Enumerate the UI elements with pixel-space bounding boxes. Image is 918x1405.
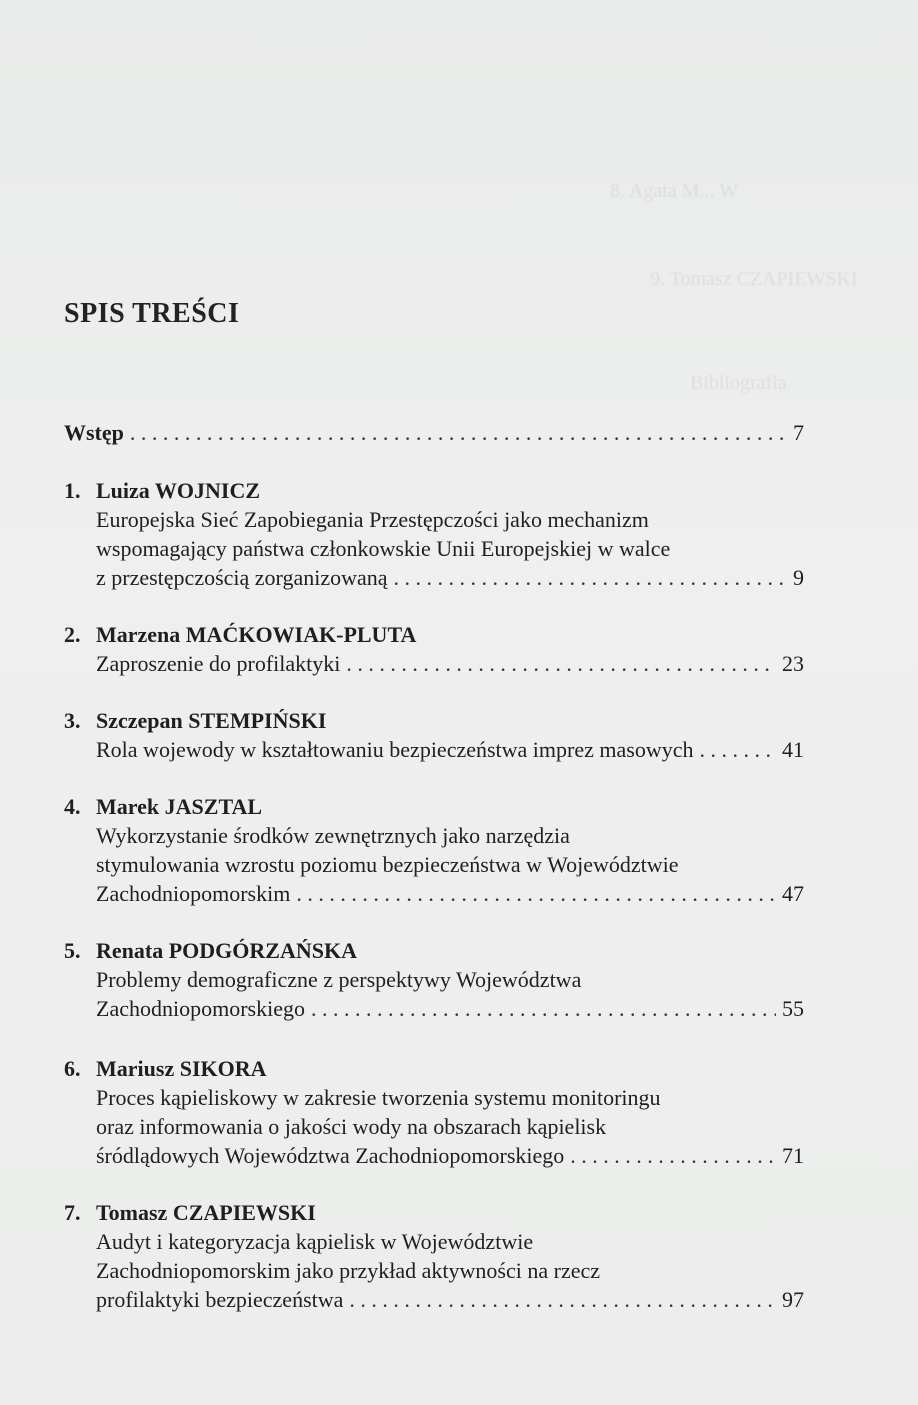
- dot-leader: [311, 994, 776, 1023]
- entry-number: 6.: [64, 1056, 81, 1081]
- toc-entry: [64, 706, 804, 764]
- toc-entry: [64, 620, 804, 678]
- entry-title-line: stymulowania wzrostu poziomu bezpieczeństwa w Województwie: [96, 852, 679, 877]
- toc-entry: [64, 476, 804, 592]
- toc-entry: [64, 1054, 804, 1170]
- entry-author: [64, 1198, 804, 1227]
- entry-author: [64, 1054, 804, 1083]
- dot-leader: [699, 735, 776, 764]
- author-first-name: Luiza: [96, 478, 150, 503]
- dot-leader: [296, 879, 776, 908]
- entry-title-last-line: Zaproszenie do profilaktyki: [96, 651, 341, 676]
- dot-leader: [130, 418, 787, 447]
- toc-entry: [64, 936, 804, 1023]
- entry-title-last-line: Zachodniopomorskiego: [96, 996, 305, 1021]
- toc-entry: [64, 792, 804, 908]
- entry-title-line: Audyt i kategoryzacja kąpielisk w Województwie: [96, 1229, 534, 1254]
- author-first-name: Marzena: [96, 622, 181, 647]
- toc-intro: [64, 418, 804, 447]
- entry-title-line: Proces kąpieliskowy w zakresie tworzenia systemu monitoringu: [96, 1085, 661, 1110]
- show-through-text: 9. Tomasz CZAPIEWSKI: [650, 268, 858, 290]
- entry-author: [64, 620, 804, 649]
- entry-title-last-line: śródlądowych Województwa Zachodniopomorskiego: [96, 1143, 565, 1168]
- author-last-name: SIKORA: [179, 1056, 267, 1081]
- author-first-name: Marek: [96, 794, 160, 819]
- author-last-name: PODGÓRZAŃSKA: [168, 938, 357, 963]
- author-last-name: STEMPIŃSKI: [188, 708, 327, 733]
- author-first-name: Szczepan: [96, 708, 183, 733]
- entry-number: 2.: [64, 622, 81, 647]
- page-number: 71: [782, 1143, 804, 1168]
- entry-title-last-line: Zachodniopomorskim: [96, 881, 291, 906]
- entry-title-line: Problemy demograficzne z perspektywy Województwa: [96, 967, 582, 992]
- author-last-name: CZAPIEWSKI: [172, 1200, 316, 1225]
- toc-entry: [64, 1198, 804, 1314]
- show-through-text: 8. Agata M... W: [610, 180, 738, 202]
- dot-leader: [394, 563, 787, 592]
- entry-number: 7.: [64, 1200, 81, 1225]
- author-first-name: Mariusz: [96, 1056, 175, 1081]
- entry-title-line: Zachodniopomorskim jako przykład aktywności na rzecz: [96, 1258, 601, 1283]
- page-number: 55: [782, 996, 804, 1021]
- author-last-name: MAĆKOWIAK-PLUTA: [185, 622, 417, 647]
- page-number: 9: [793, 565, 804, 590]
- author-last-name: JASZTAL: [164, 794, 263, 819]
- entry-title-line: wspomagający państwa członkowskie Unii Europejskiej w walce: [96, 536, 671, 561]
- author-first-name: Tomasz: [96, 1200, 168, 1225]
- entry-author: [64, 792, 804, 821]
- page-number: 97: [782, 1287, 804, 1312]
- show-through-text: Bibliografia: [690, 372, 787, 394]
- dot-leader: [349, 1285, 776, 1314]
- page-number: 23: [782, 651, 804, 676]
- author-last-name: WOJNICZ: [154, 478, 261, 503]
- entry-number: 4.: [64, 794, 81, 819]
- entry-title-last-line: profilaktyki bezpieczeństwa: [96, 1287, 344, 1312]
- page-number: 41: [782, 737, 804, 762]
- entry-number: 1.: [64, 478, 81, 503]
- entry-title-last-line: Rola wojewody w kształtowaniu bezpieczeństwa imprez masowych: [96, 737, 694, 762]
- page-number: 7: [793, 420, 804, 445]
- dot-leader: [570, 1141, 776, 1170]
- page-number: 47: [782, 881, 804, 906]
- entry-title-line: Wykorzystanie środków zewnętrznych jako narzędzia: [96, 823, 570, 848]
- entry-title-line: Europejska Sieć Zapobiegania Przestępczości jako mechanizm: [96, 507, 649, 532]
- entry-number: 3.: [64, 708, 81, 733]
- author-first-name: Renata: [96, 938, 164, 963]
- entry-title-line: oraz informowania o jakości wody na obszarach kąpielisk: [96, 1114, 607, 1139]
- dot-leader: [346, 649, 776, 678]
- entry-title-last-line: z przestępczością zorganizowaną: [96, 565, 388, 590]
- entry-author: [64, 936, 804, 965]
- entry-number: 5.: [64, 938, 81, 963]
- entry-author: [64, 706, 804, 735]
- entry-author: [64, 476, 804, 505]
- intro-label: Wstęp: [64, 420, 124, 445]
- page-title: SPIS TREŚCI: [64, 298, 240, 329]
